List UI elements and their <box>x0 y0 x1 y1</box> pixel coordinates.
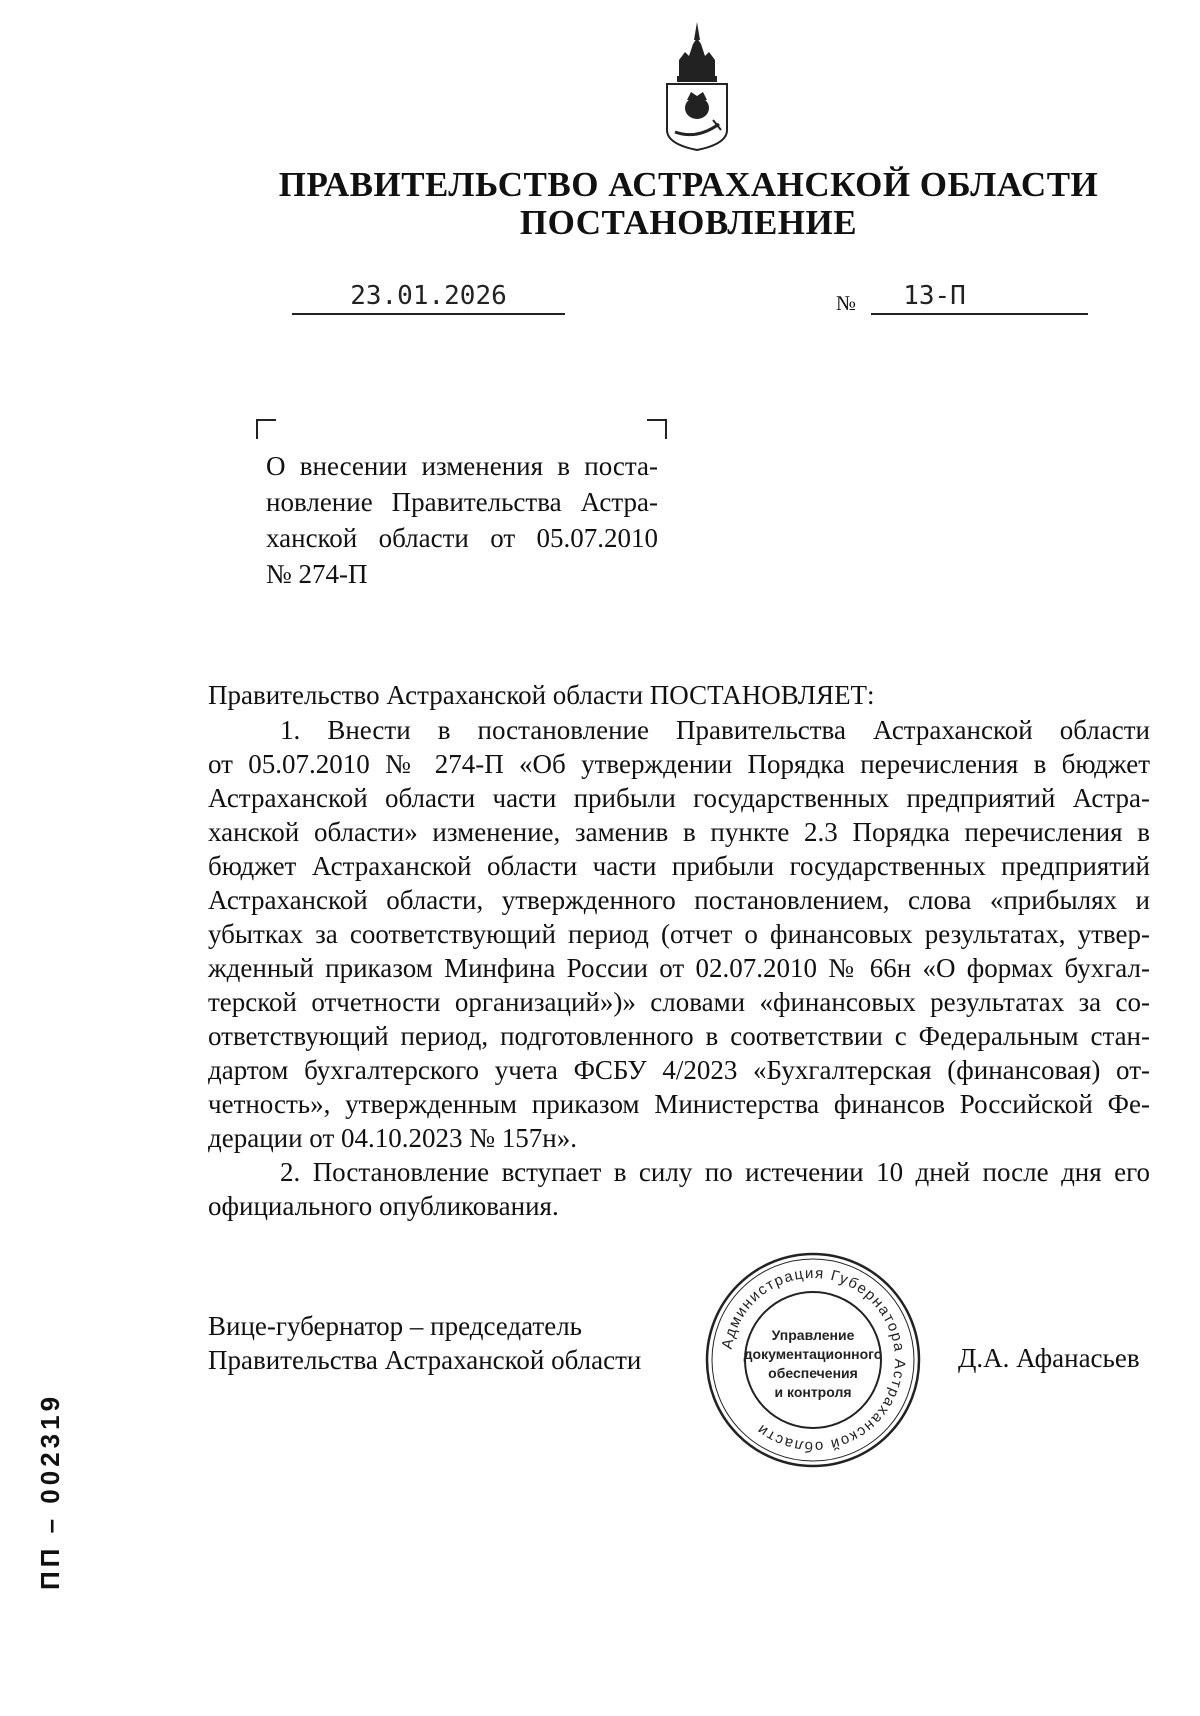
body-line: бюджет Астраханской области части прибыли государственных предприятий <box>208 851 1150 881</box>
date-underline <box>292 313 565 315</box>
body-line: дерации от 04.10.2023 № 157н». <box>208 1123 577 1153</box>
official-stamp <box>703 1250 923 1470</box>
body-line: дартом бухгалтерского учета ФСБУ 4/2023 «Бухгалтерская (финансовая) от- <box>208 1055 1150 1085</box>
number-sign: № <box>836 291 857 315</box>
body-line: 2. Постановление вступает в силу по истечении 10 дней после дня его <box>280 1157 1150 1187</box>
stamp-center-line: обеспечения <box>768 1365 858 1381</box>
document-body <box>208 713 1150 1223</box>
subject-line: ханской области от 05.07.2010 <box>266 523 658 553</box>
document-type-title: ПОСТАНОВЛЕНИЕ <box>519 203 858 242</box>
serial-number: ПП – 002319 <box>35 1392 65 1590</box>
stamp-center-line: Управление <box>771 1327 855 1343</box>
number-underline <box>871 313 1088 315</box>
document-number: 13-П <box>903 281 966 311</box>
position-line: Вице-губернатор – председатель <box>208 1311 582 1341</box>
body-line: Астраханской области части прибыли государственных предприятий Астра- <box>208 783 1150 813</box>
body-line: 1. Внести в постановление Правительства Астраханской области <box>280 715 1150 745</box>
body-line: ханской области» изменение, заменив в пункте 2.3 Порядка перечисления в <box>208 817 1150 847</box>
document-subject <box>266 448 658 592</box>
subject-line: О внесении изменения в поста- <box>266 451 658 481</box>
body-line: четность», утвержденным приказом Министерства финансов Российской Фе- <box>208 1089 1150 1119</box>
preamble: Правительство Астраханской области ПОСТАНОВЛЯЕТ: <box>208 680 875 710</box>
signatory-name: Д.А. Афанасьев <box>958 1343 1140 1373</box>
subject-line: № 274-П <box>266 559 368 589</box>
body-line: терской отчетности организаций»)» словами «финансовых результатах за со- <box>208 987 1150 1017</box>
signatory-position <box>208 1309 641 1377</box>
subject-line: новление Правительства Астра- <box>266 487 658 517</box>
government-title: ПРАВИТЕЛЬСТВО АСТРАХАНСКОЙ ОБЛАСТИ <box>278 165 1099 204</box>
subject-corner-left <box>256 419 276 439</box>
position-line: Правительства Астраханской области <box>208 1345 642 1375</box>
stamp-center-line: и контроля <box>774 1384 852 1400</box>
stamp-center-line: документационного <box>743 1346 883 1362</box>
subject-corner-right <box>647 419 667 439</box>
coat-of-arms-emblem <box>657 20 737 155</box>
body-line: Астраханской области, утвержденного постановлением, слова «прибылях и <box>208 885 1150 915</box>
body-line: официального опубликования. <box>208 1191 559 1221</box>
document-date: 23.01.2026 <box>350 281 507 311</box>
body-line: убытках за соответствующий период (отчет о финансовых результатах, утвер- <box>208 919 1150 949</box>
body-line: ответствующий период, подготовленного в соответствии с Федеральным стан- <box>208 1021 1150 1051</box>
stamp-ring-text: Администрация Губернатора Астраханской области <box>718 1264 909 1456</box>
body-line: от 05.07.2010 № 274-П «Об утверждении Порядка перечисления в бюджет <box>208 749 1150 779</box>
body-line: жденный приказом Минфина России от 02.07.2010 № 66н «О формах бухгал- <box>208 953 1150 983</box>
